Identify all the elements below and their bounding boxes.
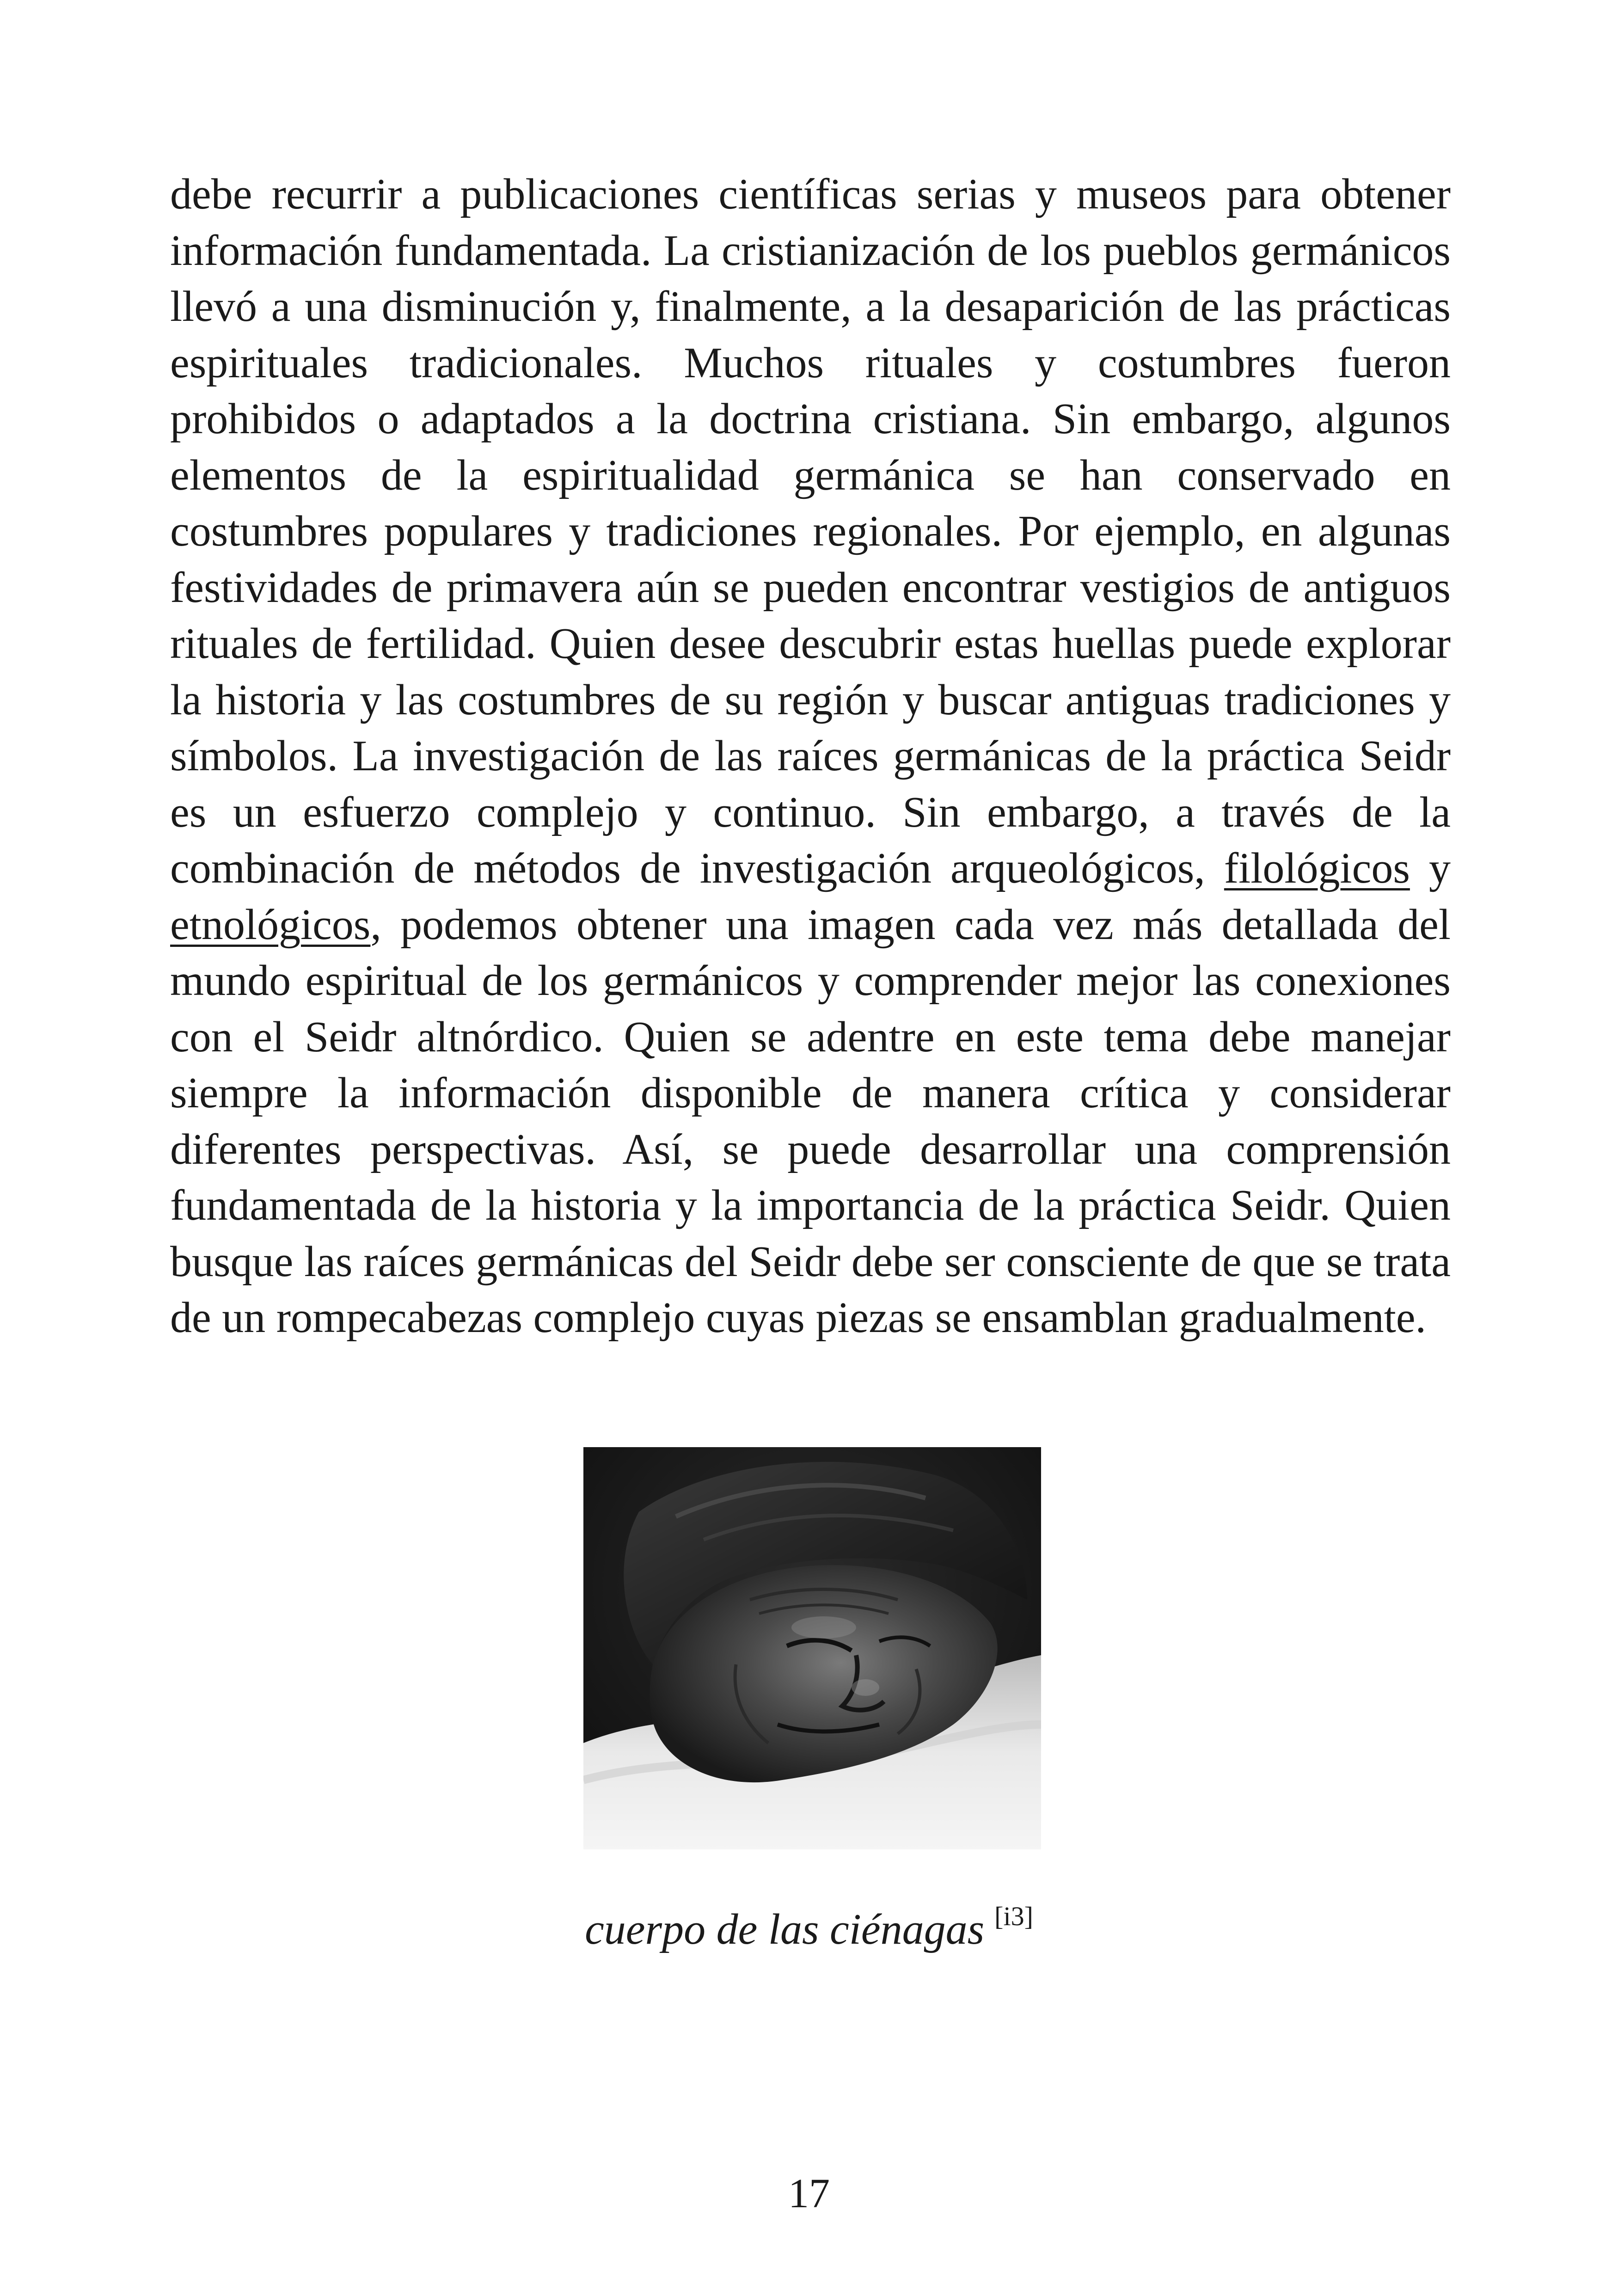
page-number: 17 — [788, 2171, 830, 2216]
caption-text: cuerpo de las ciénagas — [585, 1905, 985, 1953]
caption-reference[interactable]: [i3] — [994, 1901, 1033, 1931]
paragraph-text-2: y — [1410, 844, 1451, 892]
body-paragraph — [170, 166, 1451, 1346]
paragraph-text-3: , podemos obtener una imagen cada vez más detallada del mundo espiritual de los germánicos y comprender mejor las conexiones con el Seidr altnórdico. Quien se adentre en este tema debe manejar siempre la información disponible de manera crítica y considerar diferentes perspectivas. Así, se puede desarrollar una comprensión fundamentada de la historia y la importancia de la práctica Seidr. Quien busque las raíces germánicas del Seidr debe ser consciente de que se trata de un rompecabezas complejo cuyas piezas se ensamblan gradualmente. — [170, 900, 1451, 1342]
link-etnologicos[interactable]: etnológicos — [170, 900, 371, 949]
link-filologicos[interactable]: filológicos — [1224, 844, 1410, 892]
figure-caption — [0, 1889, 1618, 1957]
main-text — [170, 166, 1451, 1346]
bog-body-photo — [583, 1447, 1041, 1849]
bog-body-image — [583, 1447, 1041, 1849]
paragraph-text-1: debe recurrir a publicaciones científicas serias y museos para obtener información fundamentada. La cristianización de los pueblos germánicos llevó a una disminución y, finalmente, a la desaparición de las prácticas espirituales tradicionales. Muchos rituales y costumbres fueron prohibidos o adaptados a la doctrina cristiana. Sin embargo, algunos elementos de la espiritualidad germánica se han conservado en costumbres populares y tradiciones regionales. Por ejemplo, en algunas festividades de primavera aún se pueden encontrar vestigios de antiguos rituales de fertilidad. Quien desee descubrir estas huellas puede explorar la historia y las costumbres de su región y buscar antiguas tradiciones y símbolos. La investigación de las raíces germánicas de la práctica Seidr es un esfuerzo complejo y continuo. Sin embargo, a través de la combinación de métodos de investigación arqueológicos, — [170, 170, 1451, 892]
